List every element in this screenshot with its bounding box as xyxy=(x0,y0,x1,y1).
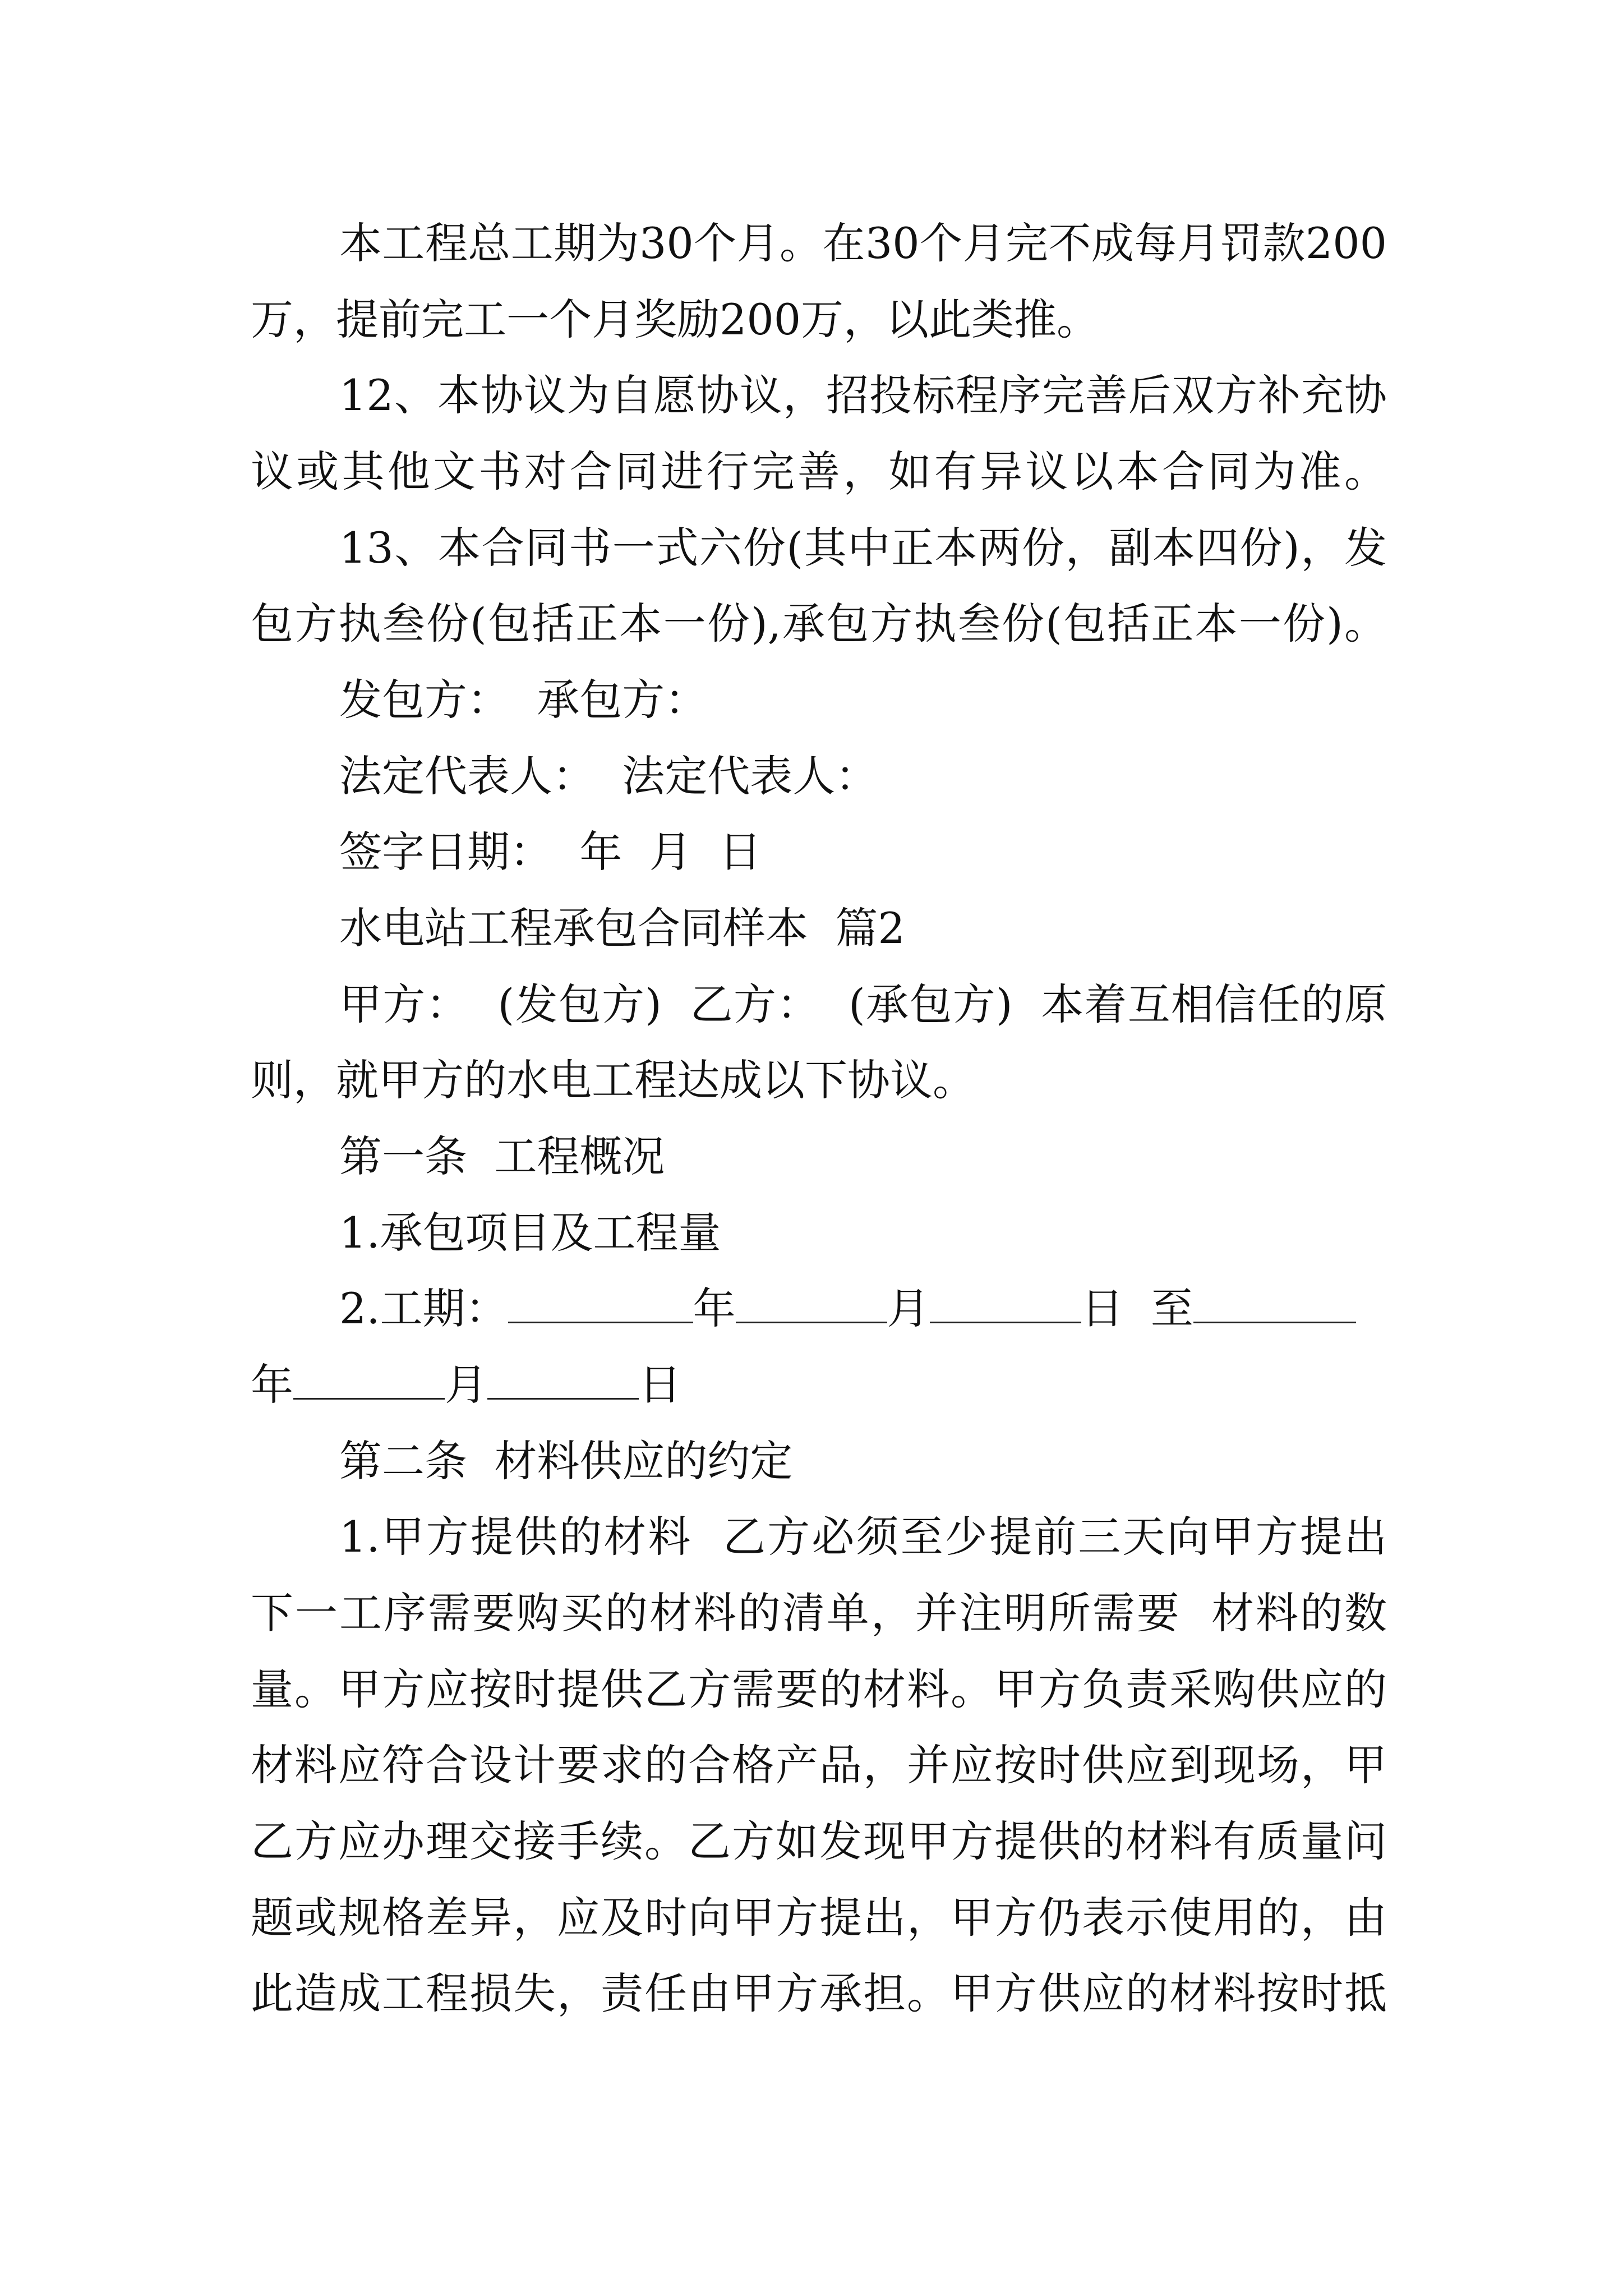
paragraph-line: 包方执叁份(包括正本一份),承包方执叁份(包括正本一份)。 xyxy=(251,599,1387,648)
year-label: 年 xyxy=(251,1360,293,1410)
paragraph-line: 乙方应办理交接手续。乙方如发现甲方提供的材料有质量问 xyxy=(251,1816,1387,1866)
month-label: 月 xyxy=(887,1283,930,1333)
paragraph-line: 量。甲方应按时提供乙方需要的材料。甲方负责采购供应的 xyxy=(251,1664,1387,1714)
paragraph-line: 则，就甲方的水电工程达成以下协议。 xyxy=(251,1055,975,1105)
day-label: 日 xyxy=(639,1360,681,1410)
blank-field[interactable] xyxy=(930,1282,1081,1323)
blank-field[interactable] xyxy=(508,1282,693,1323)
blank-field[interactable] xyxy=(293,1359,445,1400)
paragraph-line: 甲方： (发包方) 乙方： (承包方) 本着互相信任的原 xyxy=(339,979,1387,1029)
paragraph-line: 材料应符合设计要求的合格产品，并应按时供应到现场，甲 xyxy=(251,1740,1387,1790)
signature-parties: 发包方： 承包方： xyxy=(339,675,708,725)
blank-field[interactable] xyxy=(487,1359,639,1400)
section-title: 水电站工程承包合同样本 篇2 xyxy=(339,903,905,953)
paragraph-line: 12、本协议为自愿协议，招投标程序完善后双方补充协 xyxy=(339,370,1387,420)
year-label: 年 xyxy=(693,1283,736,1333)
period-line-continued xyxy=(251,1357,1387,1413)
paragraph-line: 1.甲方提供的材料 乙方必须至少提前三天向甲方提出 xyxy=(339,1512,1387,1562)
to-label: 至 xyxy=(1150,1283,1193,1333)
legal-representatives: 法定代表人： 法定代表人： xyxy=(339,751,878,801)
paragraph-line: 13、本合同书一式六份(其中正本两份，副本四份)，发 xyxy=(339,523,1387,573)
period-line xyxy=(339,1281,1387,1337)
paragraph-line: 1.承包项目及工程量 xyxy=(339,1208,721,1258)
day-label: 日 xyxy=(1081,1283,1124,1333)
paragraph-line: 议或其他文书对合同进行完善，如有异议以本合同为准。 xyxy=(251,447,1387,496)
paragraph-line: 本工程总工期为30个月。在30个月完不成每月罚款200 xyxy=(339,218,1387,268)
article-heading: 第一条 工程概况 xyxy=(339,1131,665,1181)
blank-field[interactable] xyxy=(1193,1282,1356,1323)
paragraph-line: 题或规格差异，应及时向甲方提出，甲方仍表示使用的，由 xyxy=(251,1893,1387,1943)
paragraph-line: 下一工序需要购买的材料的清单，并注明所需要 材料的数 xyxy=(251,1588,1387,1638)
paragraph-line: 此造成工程损失，责任由甲方承担。甲方供应的材料按时抵 xyxy=(251,1968,1387,2018)
blank-field[interactable] xyxy=(736,1282,887,1323)
month-label: 月 xyxy=(445,1360,487,1410)
period-label: 2.工期： xyxy=(339,1283,508,1333)
article-heading: 第二条 材料供应的约定 xyxy=(339,1436,793,1486)
paragraph-line: 万，提前完工一个月奖励200万，以此类推。 xyxy=(251,295,1100,344)
signing-date: 签字日期： 年 月 日 xyxy=(339,827,762,877)
